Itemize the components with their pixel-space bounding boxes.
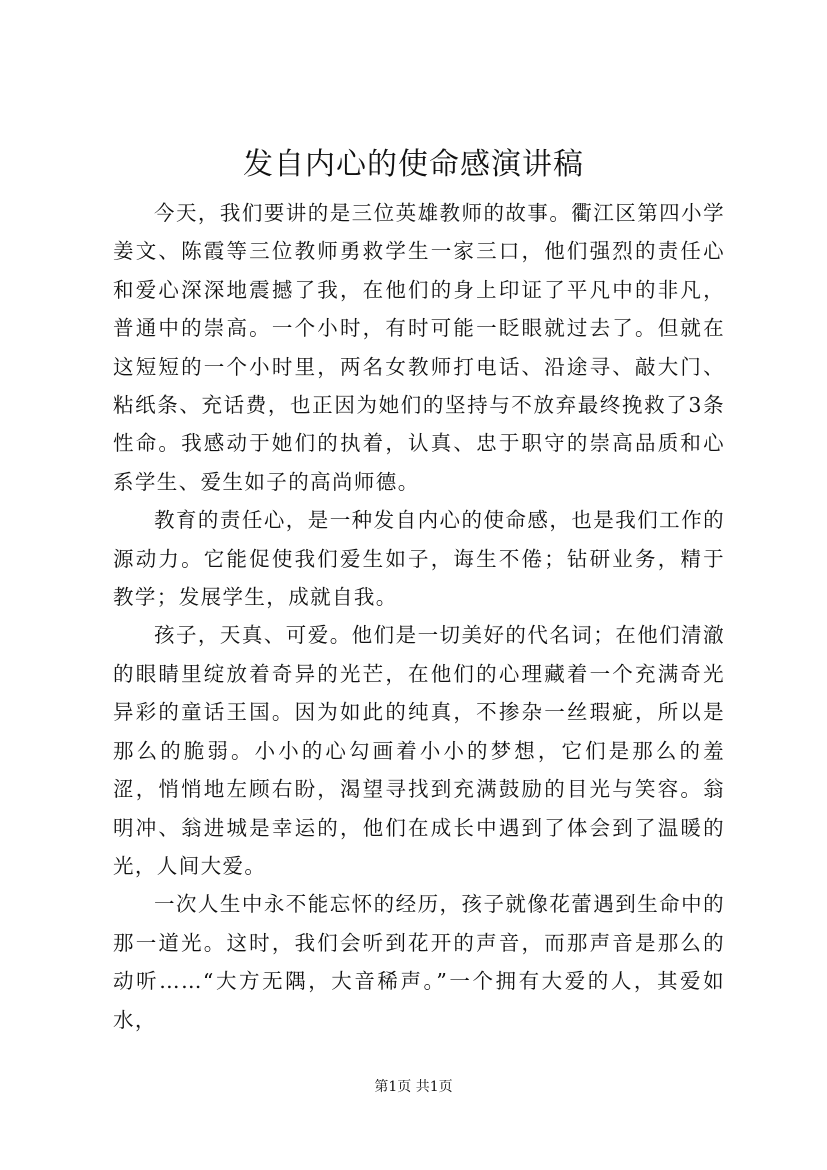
- document-body: [113, 194, 725, 1039]
- document-title: 发自内心的使命感演讲稿: [243, 147, 584, 182]
- paragraph-2: 教育的责任心，是一种发自内心的使命感，也是我们工作的源动力。它能促使我们爱生如子，诲生不倦；钻研业务，精于教学；发展学生，成就自我。: [113, 508, 725, 610]
- page-footer: 第1页 共1页: [374, 1079, 453, 1095]
- paragraph-3: 孩子，天真、可爱。他们是一切美好的代名词；在他们清澈的眼睛里绽放着奇异的光芒，在他们的心理藏着一个充满奇光异彩的童话王国。因为如此的纯真，不掺杂一丝瑕疵，所以是那么的脆弱。小小的心勾画着小小的梦想，它们是那么的羞涩，悄悄地左顾右盼，渴望寻找到充满鼓励的目光与笑容。翁明冲、翁进城是幸运的，他们在成长中遇到了体会到了温暖的光，人间大爱。: [113, 623, 725, 878]
- paragraph-4: 一次人生中永不能忘怀的经历，孩子就像花蕾遇到生命中的那一道光。这时，我们会听到花开的声音，而那声音是那么的动听……“大方无隅，大音稀声。”一个拥有大爱的人，其爱如水，: [113, 892, 725, 1032]
- paragraph-1: 今天，我们要讲的是三位英雄教师的故事。衢江区第四小学姜文、陈霞等三位教师勇救学生一家三口，他们强烈的责任心和爱心深深地震撼了我，在他们的身上印证了平凡中的非凡，普通中的崇高。一个小时，有时可能一眨眼就过去了。但就在这短短的一个小时里，两名女教师打电话、沿途寻、敲大门、粘纸条、充话费，也正因为她们的坚持与不放弃最终挽救了3条性命。我感动于她们的执着，认真、忠于职守的崇高品质和心系学生、爱生如子的高尚师德。: [113, 201, 725, 494]
